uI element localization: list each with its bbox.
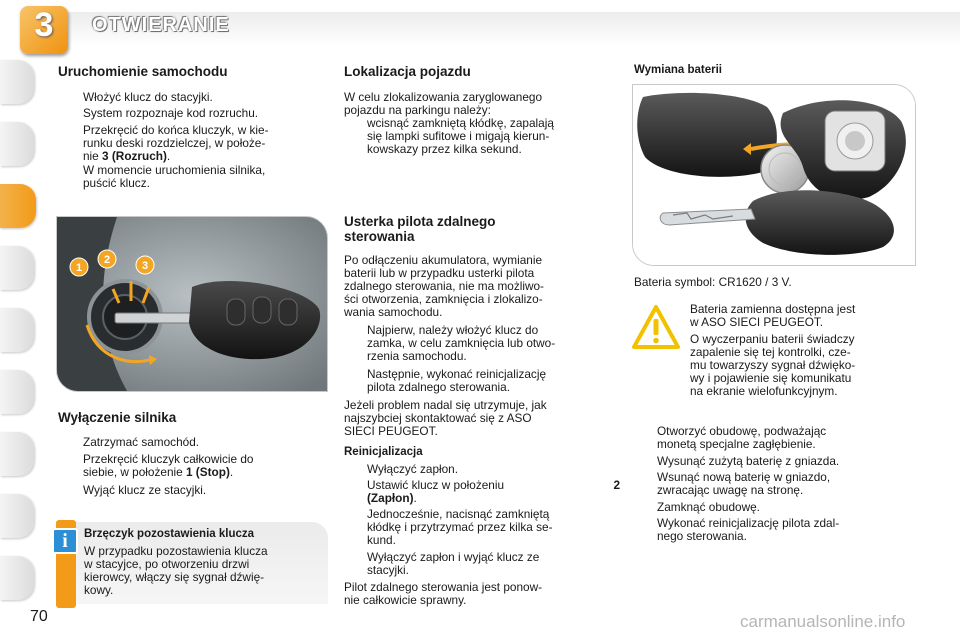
chapter-tab-1[interactable] <box>0 60 34 104</box>
chapter-tab-6[interactable] <box>0 370 34 414</box>
section-heading: Usterka pilota zdalnego <box>344 214 496 229</box>
list-item: Przekręcić do końca kluczyk, w kie- runku deski rozdzielczej, w położe- nie 3 (Rozruch). <box>83 123 269 163</box>
ignition-position-label: 1 <box>75 262 83 274</box>
section-remote-fault: Usterka pilota zdalnego sterowania Po odłączeniu akumulatora, wymianie baterii lub w przypadku usterki pilota zdalnego sterowania, nie ma możliwo- ści otworzenia, zamknięcia i zlokalizo- wania samochodu. <box>344 214 620 319</box>
list-item: Wsunąć nową baterię w gniazdo, zwracając uwagę na stronę. <box>657 470 831 497</box>
list-item: Wysunąć zużytą baterię z gniazda. <box>657 454 840 468</box>
info-icon: i <box>52 528 78 554</box>
list-item: Wyłączyć zapłon i wyjąć klucz ze stacyjki. <box>367 550 540 577</box>
list-item: Zamknąć obudowę. <box>657 500 760 514</box>
info-box-content: Brzęczyk pozostawienia klucza W przypadku pozostawienia klucza w stacyjce, po otworzeniu drzwi kierowcy, włączy się sygnał dźwię- kowy. <box>84 528 324 597</box>
list-item: W momencie uruchomienia silnika, puścić klucz. <box>83 163 266 190</box>
page-number: 70 <box>30 608 48 625</box>
ignition-illustration <box>57 217 327 391</box>
chapter-tab-5[interactable] <box>0 308 34 352</box>
list-item: wcisnąć zamkniętą kłódkę, zapalają się lampki sufitowe i migają kierun- kowskazy przez kilka sekund. <box>367 116 554 156</box>
chapter-tab-rail <box>0 60 40 600</box>
chapter-tab-8[interactable] <box>0 494 34 538</box>
chapter-badge <box>20 6 68 54</box>
list-item: Wykonać reinicjalizację pilota zdal- nego sterowania. <box>657 516 840 543</box>
section-stop-engine <box>58 410 328 425</box>
list-item: Wyłączyć zapłon. <box>367 462 459 476</box>
section-heading: Uruchomienie samochodu <box>58 64 228 79</box>
chapter-tab-9[interactable] <box>0 556 34 600</box>
page-title: OTWIERANIE <box>92 14 230 36</box>
list-item: Zatrzymać samochód. <box>83 435 200 449</box>
chapter-number: 3 <box>34 6 54 44</box>
section-locate-vehicle: Lokalizacja pojazdu W celu zlokalizowania zaryglowanego pojazdu na parkingu należy: <box>344 64 619 117</box>
section-heading-cont: sterowania <box>344 229 415 244</box>
list-item: Włożyć klucz do stacyjki. System rozpoznaje kod rozruchu. <box>83 90 259 120</box>
remote-battery-figure <box>632 84 916 266</box>
watermark: carmanualsonline.info <box>740 612 906 631</box>
section-heading: Reinicjalizacja <box>344 446 423 458</box>
chapter-tab-2[interactable] <box>0 122 34 166</box>
chapter-tab-7[interactable] <box>0 432 34 476</box>
section-reinit <box>344 446 620 458</box>
list-item: Jednocześnie, nacisnąć zamkniętą kłódkę i przytrzymać przez kilka se- kund. <box>367 507 553 547</box>
list-item: Następnie, wykonać reinicjalizację pilota zdalnego sterowania. <box>367 367 547 394</box>
chapter-tab-3-active[interactable] <box>0 184 36 228</box>
section-start-engine <box>58 64 328 79</box>
list-item: Najpierw, należy włożyć klucz do zamka, w celu zamknięcia lub otwo- rzenia samochodu. <box>367 323 556 363</box>
section-heading: Lokalizacja pojazdu <box>344 64 471 79</box>
section-battery <box>634 64 914 76</box>
reinit-closing: Pilot zdalnego sterowania jest ponow- nie całkowicie sprawny. <box>344 580 543 607</box>
battery-symbol: Bateria symbol: CR1620 / 3 V. <box>634 275 792 289</box>
ignition-key-figure <box>56 216 328 392</box>
section-heading: Wyłączenie silnika <box>58 410 177 425</box>
list-item: Przekręcić kluczyk całkowicie do siebie, w położenie 1 (Stop). <box>83 452 254 479</box>
list-item: Ustawić klucz w położeniu 2 (Zapłon). <box>367 478 620 505</box>
list-item: Otworzyć obudowę, podważając monetą specjalne zagłębienie. <box>657 424 827 451</box>
battery-illustration <box>633 85 915 265</box>
section-heading: Wymiana baterii <box>634 64 722 76</box>
battery-warning-text: Bateria zamienna dostępna jest w ASO SIECI PEUGEOT. O wyczerpaniu baterii świadczy zapalenie się tej kontrolki, cze- mu towarzyszy sygnał dźwięko- wy i pojawienie się komunikatu na ekranie wielofunkcyjnym. <box>690 302 856 398</box>
warning-icon <box>632 304 680 350</box>
info-heading: Brzęczyk pozostawienia klucza <box>84 528 255 540</box>
ignition-position-label: 2 <box>103 254 111 266</box>
ignition-position-label: 3 <box>141 260 149 272</box>
chapter-tab-4[interactable] <box>0 246 34 290</box>
fault-paragraph: Jeżeli problem nadal się utrzymuje, jak najszybciej skontaktować się z ASO SIECI PEUGEOT. <box>344 398 547 438</box>
list-item: Wyjąć klucz ze stacyjki. <box>83 483 207 497</box>
